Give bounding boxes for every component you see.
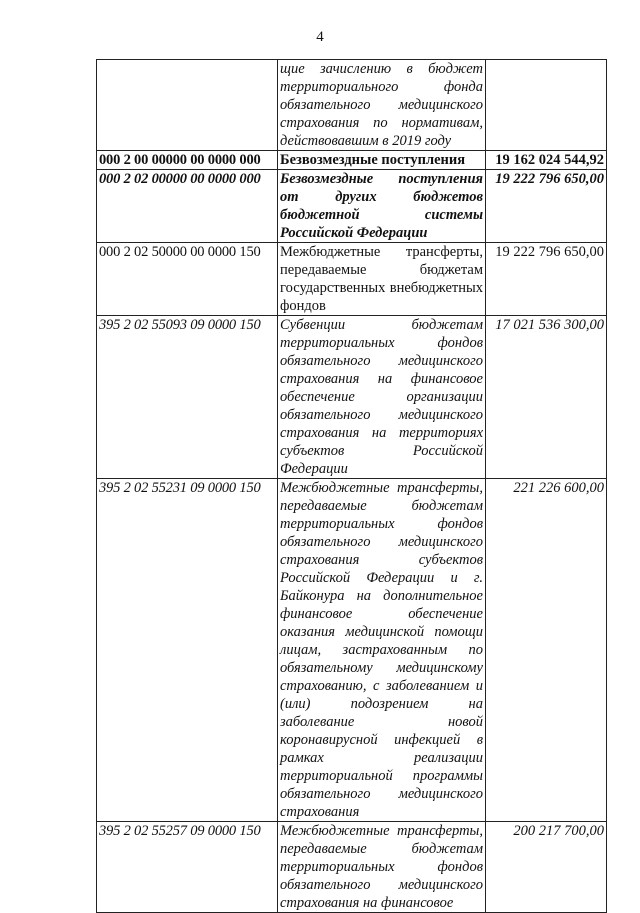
table-row [97,479,607,822]
table-row [97,151,607,170]
budget-code-cell [97,60,278,151]
revenue-name-cell: щие зачислению в бюджет территориального фонда обязательного медицинского страхования по нормативам, действовавшим в 2019 году [278,60,486,151]
table-row [97,60,607,151]
revenue-name-cell: Межбюджетные трансферты, передаваемые бюджетам территориальных фондов обязательного медицинского страхования субъектов Российской Федерации и г. Байконура на дополнительное финансовое обеспечение оказания медицинской помощи лицам, застрахованным по обязательному медицинскому страхованию, с заболеванием и (или) подозрением на заболевание новой коронавирусной инфекцией в рамках реализации территориальной программы обязательного медицинского страхования [278,479,486,822]
amount-cell [486,60,607,151]
amount-cell: 221 226 600,00 [486,479,607,822]
budget-revenue-table [96,59,607,913]
table-row [97,316,607,479]
budget-code-cell: 000 2 02 50000 00 0000 150 [97,243,278,316]
amount-cell: 19 162 024 544,92 [486,151,607,170]
table-row [97,243,607,316]
budget-code-cell: 000 2 00 00000 00 0000 000 [97,151,278,170]
amount-cell: 200 217 700,00 [486,822,607,913]
revenue-name-cell: Субвенции бюджетам территориальных фондов обязательного медицинского страхования на финансовое обеспечение организации обязательного медицинского страхования на территориях субъектов Российской Федерации [278,316,486,479]
budget-code-cell: 000 2 02 00000 00 0000 000 [97,170,278,243]
revenue-name-cell: Межбюджетные трансферты, передаваемые бюджетам государственных внебюджетных фондов [278,243,486,316]
page-number: 4 [316,29,324,45]
amount-cell: 19 222 796 650,00 [486,170,607,243]
budget-code-cell: 395 2 02 55231 09 0000 150 [97,479,278,822]
table-row [97,170,607,243]
budget-code-cell: 395 2 02 55257 09 0000 150 [97,822,278,913]
revenue-name-cell: Межбюджетные трансферты, передаваемые бюджетам территориальных фондов обязательного медицинского страхования на финансовое [278,822,486,913]
table-row [97,822,607,913]
amount-cell: 17 021 536 300,00 [486,316,607,479]
revenue-name-cell: Безвозмездные поступления от других бюджетов бюджетной системы Российской Федерации [278,170,486,243]
revenue-name-cell: Безвозмездные поступления [278,151,486,170]
amount-cell: 19 222 796 650,00 [486,243,607,316]
budget-code-cell: 395 2 02 55093 09 0000 150 [97,316,278,479]
